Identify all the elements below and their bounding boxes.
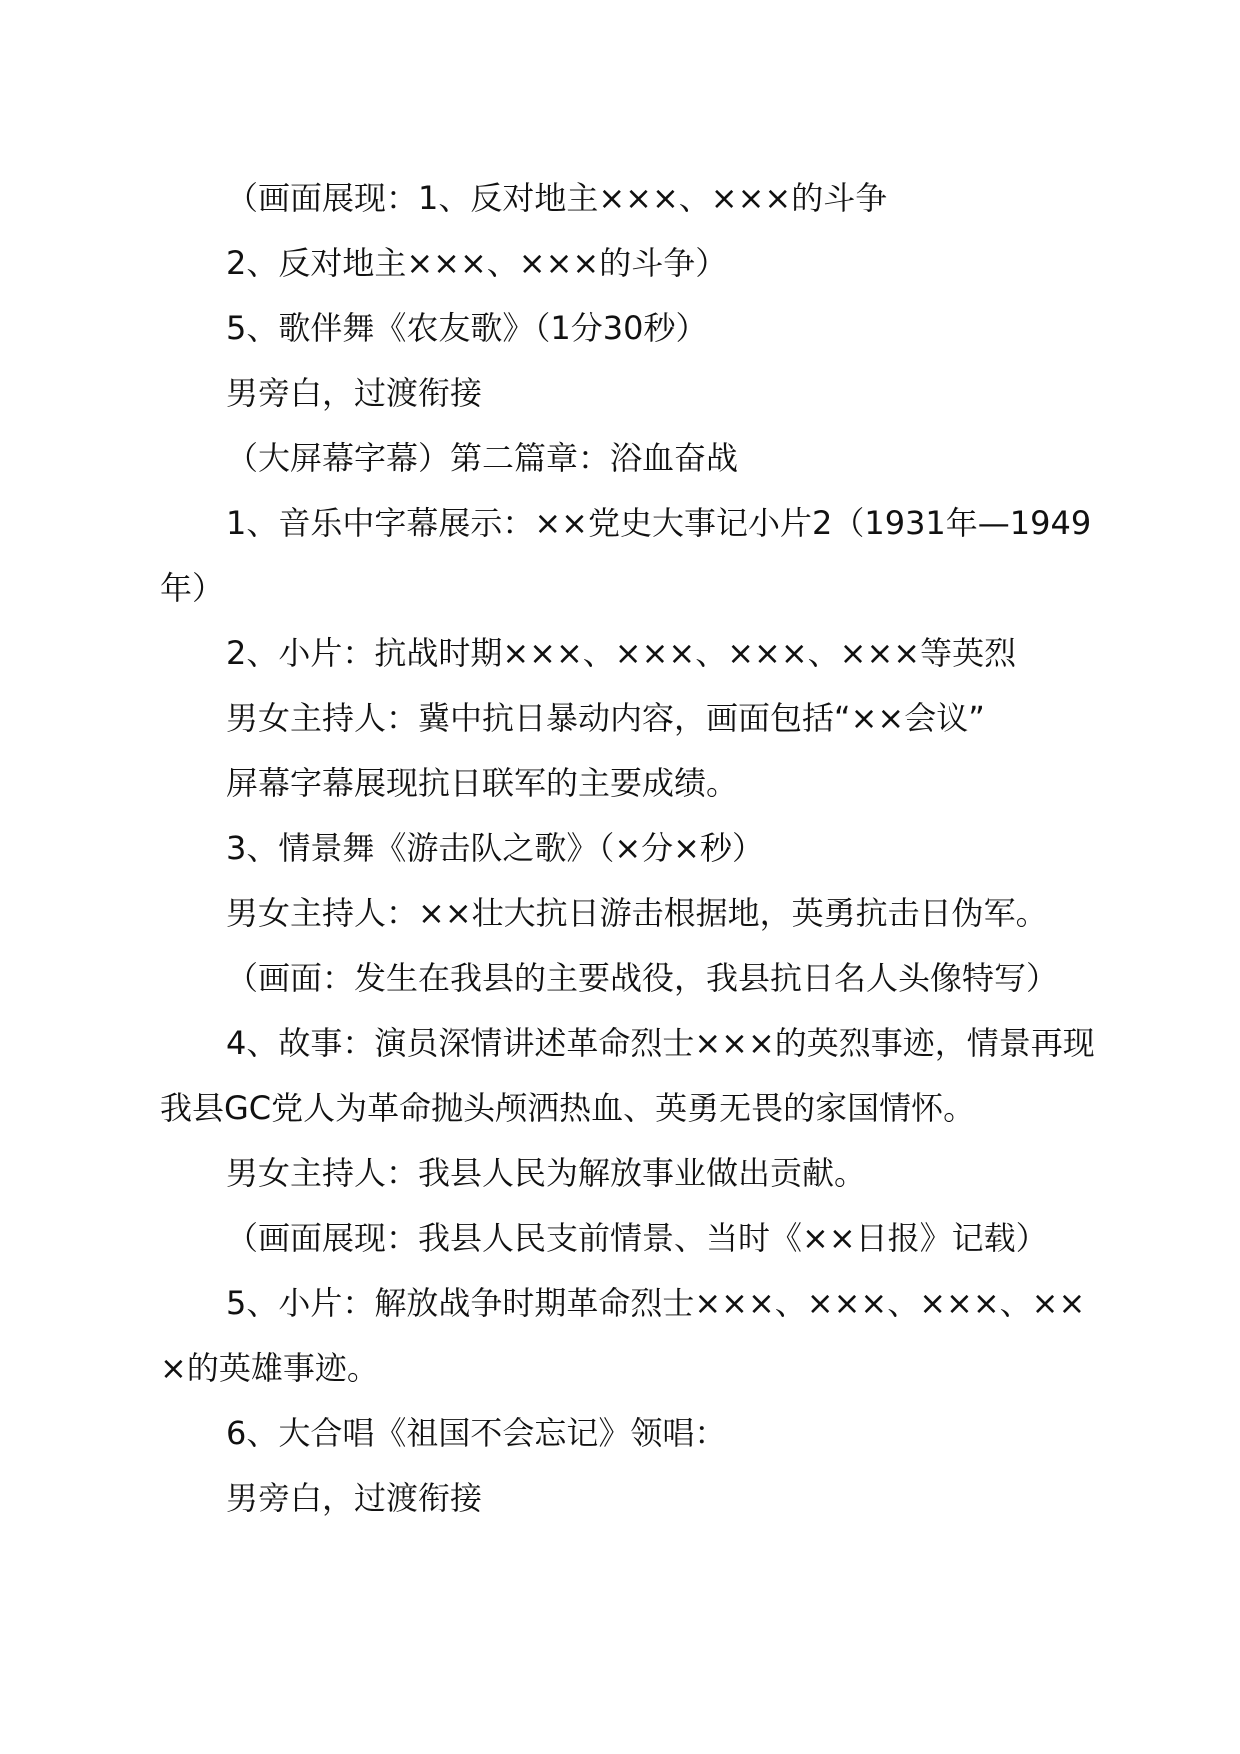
paragraph: 男旁白，过渡衔接 xyxy=(226,374,483,412)
document-body xyxy=(160,166,1100,1531)
paragraph: 3、情景舞《游击队之歌》（×分×秒） xyxy=(226,829,764,867)
paragraph: 2、小片：抗战时期×××、×××、×××、×××等英烈 xyxy=(226,634,1017,672)
paragraph: （画面展现：我县人民支前情景、当时《××日报》记载） xyxy=(226,1219,1048,1257)
paragraph: 5、歌伴舞《农友歌》（1分30秒） xyxy=(226,309,708,347)
paragraph: 男旁白，过渡衔接 xyxy=(226,1479,483,1517)
paragraph: （画面展现：1、反对地主×××、×××的斗争 xyxy=(226,179,888,217)
paragraph: 男女主持人：我县人民为解放事业做出贡献。 xyxy=(226,1154,867,1192)
paragraph: 屏幕字幕展现抗日联军的主要成绩。 xyxy=(226,764,739,802)
paragraph: 1、音乐中字幕展示：××党史大事记小片2（1931年—1949年） xyxy=(160,504,1092,607)
paragraph: 男女主持人：××壮大抗日游击根据地，英勇抗击日伪军。 xyxy=(226,894,1048,932)
paragraph: 6、大合唱《祖国不会忘记》领唱： xyxy=(226,1414,727,1452)
paragraph: 2、反对地主×××、×××的斗争） xyxy=(226,244,728,282)
paragraph: （大屏幕字幕）第二篇章：浴血奋战 xyxy=(226,439,739,477)
paragraph: 5、小片：解放战争时期革命烈士×××、×××、×××、×××的英雄事迹。 xyxy=(160,1284,1086,1387)
paragraph: （画面：发生在我县的主要战役，我县抗日名人头像特写） xyxy=(226,959,1059,997)
paragraph: 男女主持人：冀中抗日暴动内容，画面包括“××会议” xyxy=(226,699,985,737)
paragraph: 4、故事：演员深情讲述革命烈士×××的英烈事迹，情景再现我县GC党人为革命抛头颅洒热血、英勇无畏的家国情怀。 xyxy=(160,1024,1095,1127)
